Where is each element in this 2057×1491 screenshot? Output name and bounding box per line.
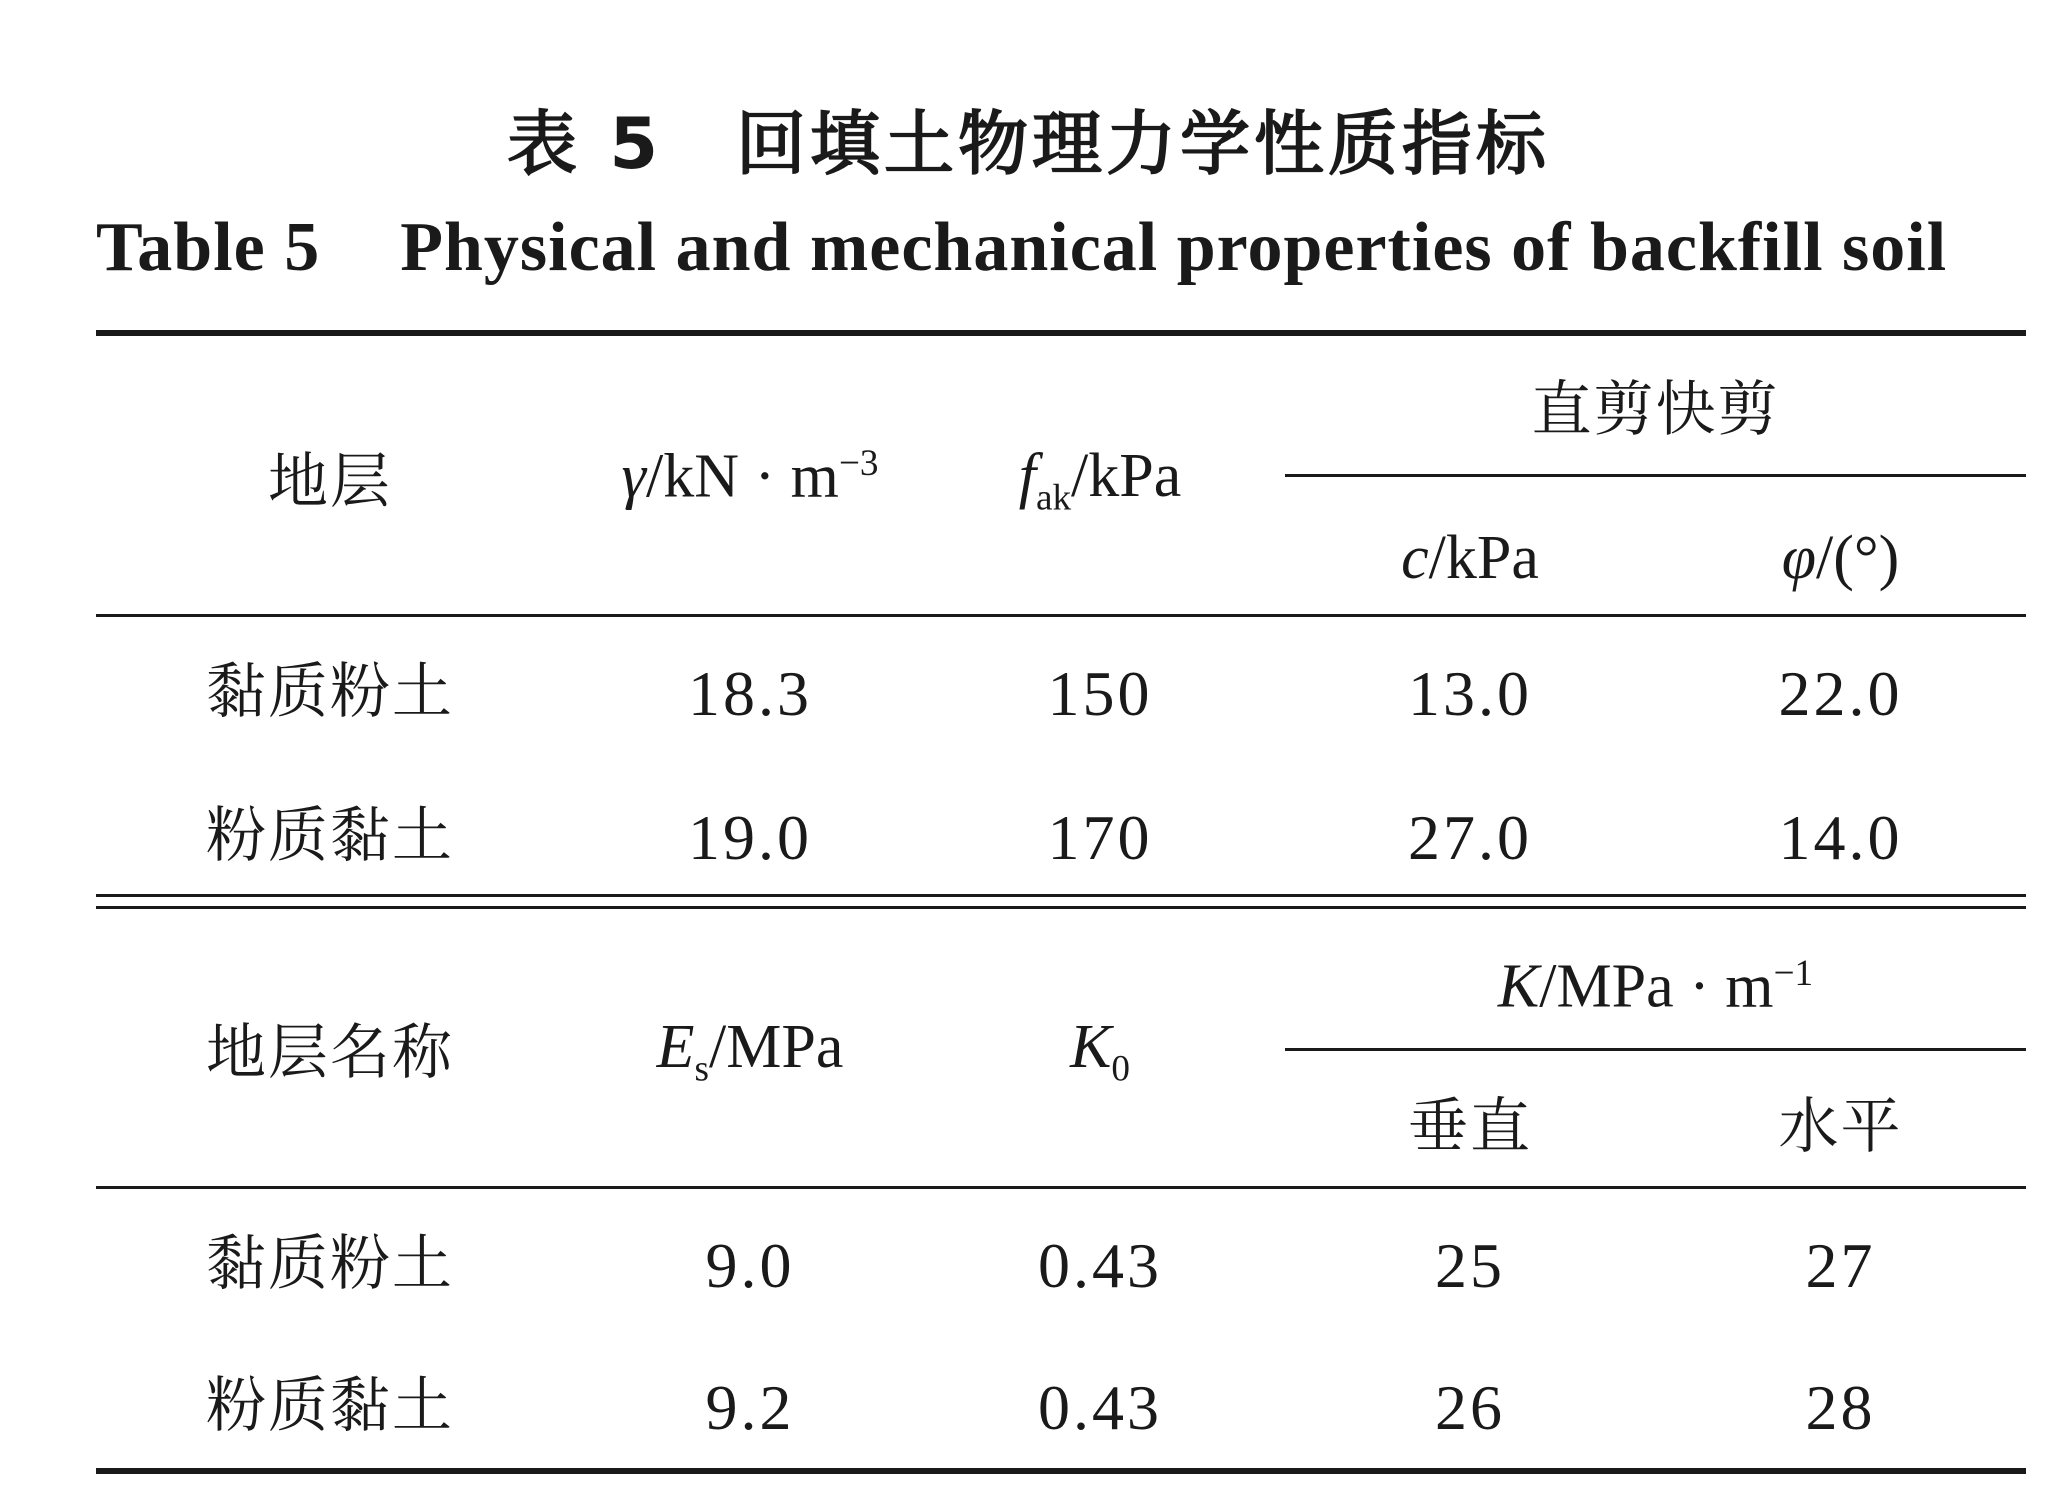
header-friction-angle — [1655, 524, 2026, 592]
header-direct-shear: 直剪快剪 — [1531, 375, 1780, 445]
es-symbol: E — [656, 1013, 695, 1081]
header-unit-weight — [540, 442, 960, 511]
row-gamma: 18.3 — [688, 658, 812, 729]
top-rule — [96, 330, 2026, 336]
row-stratum: 黏质粉土 — [206, 1229, 454, 1299]
row-fak: 170 — [1047, 802, 1153, 873]
k0-subscript: 0 — [1111, 1048, 1130, 1090]
separator-rule-upper — [96, 894, 2026, 897]
phi-symbol: φ — [1781, 524, 1816, 592]
row-es: 9.0 — [705, 1230, 795, 1301]
row-gamma: 19.0 — [688, 802, 812, 873]
fak-symbol: f — [1018, 442, 1036, 510]
header-bearing-capacity — [920, 442, 1280, 519]
row-es: 9.2 — [705, 1372, 795, 1443]
row-kv: 26 — [1435, 1372, 1505, 1443]
row-c: 13.0 — [1408, 658, 1532, 729]
caption-chinese: 表 5 回填土物理力学性质指标 — [506, 103, 1551, 185]
header-rule-2 — [96, 1186, 2026, 1189]
c-symbol: c — [1401, 524, 1429, 592]
es-unit: /MPa — [709, 1013, 844, 1081]
k-unit: /MPa · m — [1539, 952, 1774, 1021]
caption-english — [96, 208, 2026, 288]
header-vertical: 垂直 — [1408, 1092, 1532, 1162]
row-k0: 0.43 — [1038, 1372, 1162, 1443]
header-k0 — [920, 1013, 1280, 1090]
fak-subscript: ak — [1035, 477, 1072, 519]
header-modulus — [540, 1013, 960, 1090]
header-horizontal: 水平 — [1778, 1092, 1903, 1162]
row-c: 27.0 — [1408, 802, 1532, 873]
k-subrule — [1285, 1048, 2026, 1051]
k-exponent: −1 — [1773, 953, 1814, 994]
caption-title: Physical and mechanical properties of backfill soil — [400, 209, 1948, 286]
fak-unit: /kPa — [1071, 442, 1182, 510]
row-stratum: 粉质黏土 — [206, 1371, 454, 1441]
phi-unit: /(°) — [1816, 524, 1900, 592]
row-kh: 27 — [1805, 1230, 1876, 1301]
row-phi: 22.0 — [1778, 658, 1903, 729]
bottom-rule — [96, 1468, 2026, 1474]
row-kv: 25 — [1435, 1230, 1505, 1301]
gamma-symbol: γ — [621, 442, 646, 511]
k0-symbol: K — [1070, 1013, 1112, 1081]
header-cohesion — [1285, 524, 1655, 592]
row-kh: 28 — [1805, 1372, 1876, 1443]
row-phi: 14.0 — [1778, 802, 1903, 873]
separator-rule-lower — [96, 906, 2026, 909]
gamma-unit: /kN · m — [645, 442, 839, 511]
header-subgrade-reaction — [1285, 952, 2026, 1021]
row-k0: 0.43 — [1038, 1230, 1162, 1301]
header-rule-1 — [96, 614, 2026, 617]
header-stratum-name: 地层名称 — [206, 1018, 454, 1088]
gamma-exponent: −3 — [838, 443, 879, 484]
es-subscript: s — [694, 1048, 709, 1090]
k-symbol: K — [1497, 952, 1540, 1021]
row-stratum: 黏质粉土 — [206, 657, 454, 727]
direct-shear-subrule — [1285, 474, 2026, 477]
row-stratum: 粉质黏土 — [206, 801, 454, 871]
c-unit: /kPa — [1428, 524, 1539, 592]
header-stratum: 地层 — [268, 447, 392, 517]
row-fak: 150 — [1047, 658, 1153, 729]
caption-table-number: Table 5 — [96, 209, 321, 286]
